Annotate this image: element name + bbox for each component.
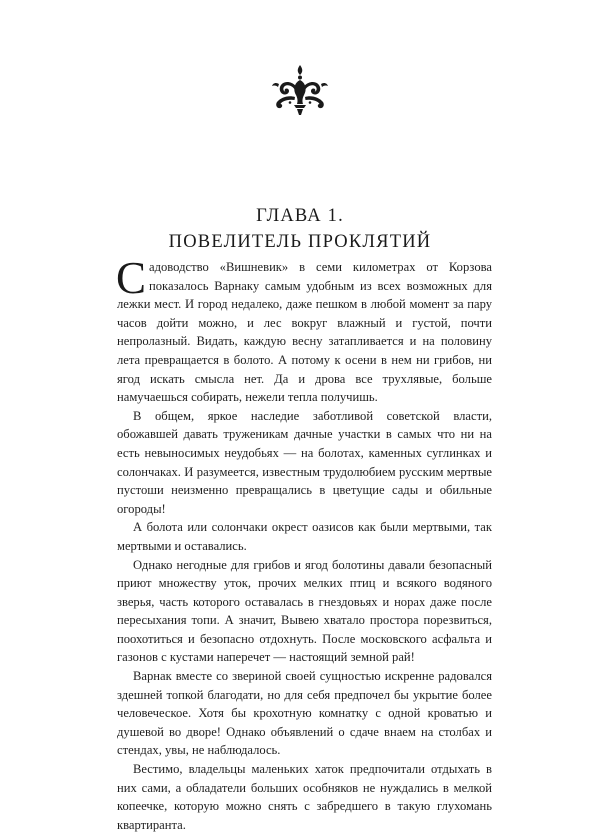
paragraph-2: В общем, яркое наследие заботливой советской власти, обожавшей давать труженикам дачные участки в самых что ни на есть невыносимых неудобьях — на болотах, каменных суглинках и солончаках. И разумеется, известным трудолюбием русским мертвые пустоши неизменно превращались в цветущие сады и обильные огороды! xyxy=(117,408,492,516)
chapter-heading xyxy=(0,203,600,255)
chapter-body xyxy=(116,253,492,834)
drop-cap-letter: С xyxy=(116,253,147,303)
paragraph-1-text: адоводство «Вишневик» в семи километрах от Корзова показалось Варнаку самым удобным из всех возможных для лежки мест. И город недалеко, даже пешком в любой момент за пару часов дойти можно, и лес вокруг влажный и густой, почти непролазный. Видать, каждую весну затапливается и на половину лета превращается в болото. А потому к осени в нем ни грибов, ни ягод искать смысла нет. Да и дрова все трухлявые, больше намучаешься собирать, нежели тепла получишь. xyxy=(117,260,492,405)
chapter-number: ГЛАВА 1. xyxy=(256,206,344,226)
fleuron-ornament-icon xyxy=(270,64,330,116)
paragraph-3: А болота или солончаки окрест оазисов как были мертвыми, так мертвыми и оставались. xyxy=(117,520,492,553)
paragraph-4: Однако негодные для грибов и ягод болотины давали безопасный приют множеству уток, прочих мелких птиц и всякого водяного зверья, часть которого оставалась в гнездовьях и норах даже после пересыхания топи. А значит, Вывею хватало простора порезвиться, поохотиться и безопасно отдохнуть. После московского асфальта и газонов с кустами наперечет — настоящий земной рай! xyxy=(117,557,492,665)
paragraph-5: Варнак вместе со звериной своей сущностью искренне радовался здешней топкой благодати, но для себя предпочел бы укрытие более человеческое. Хотя бы крохотную комнатку с одной кроватью и душевой во дворе! Однако объявлений о сдаче внаем на столбах и стендах, увы, не наблюдалось. xyxy=(117,669,492,758)
paragraph-6: Вестимо, владельцы маленьких хаток предпочитали отдыхать в них сами, а обладатели больших особняков не нуждались в мелкой копеечке, которую можно снять с забредшего в такую глухомань квартиранта. xyxy=(117,762,492,832)
chapter-title: ПОВЕЛИТЕЛЬ ПРОКЛЯТИЙ xyxy=(168,232,432,252)
paragraph-1 xyxy=(116,253,492,407)
